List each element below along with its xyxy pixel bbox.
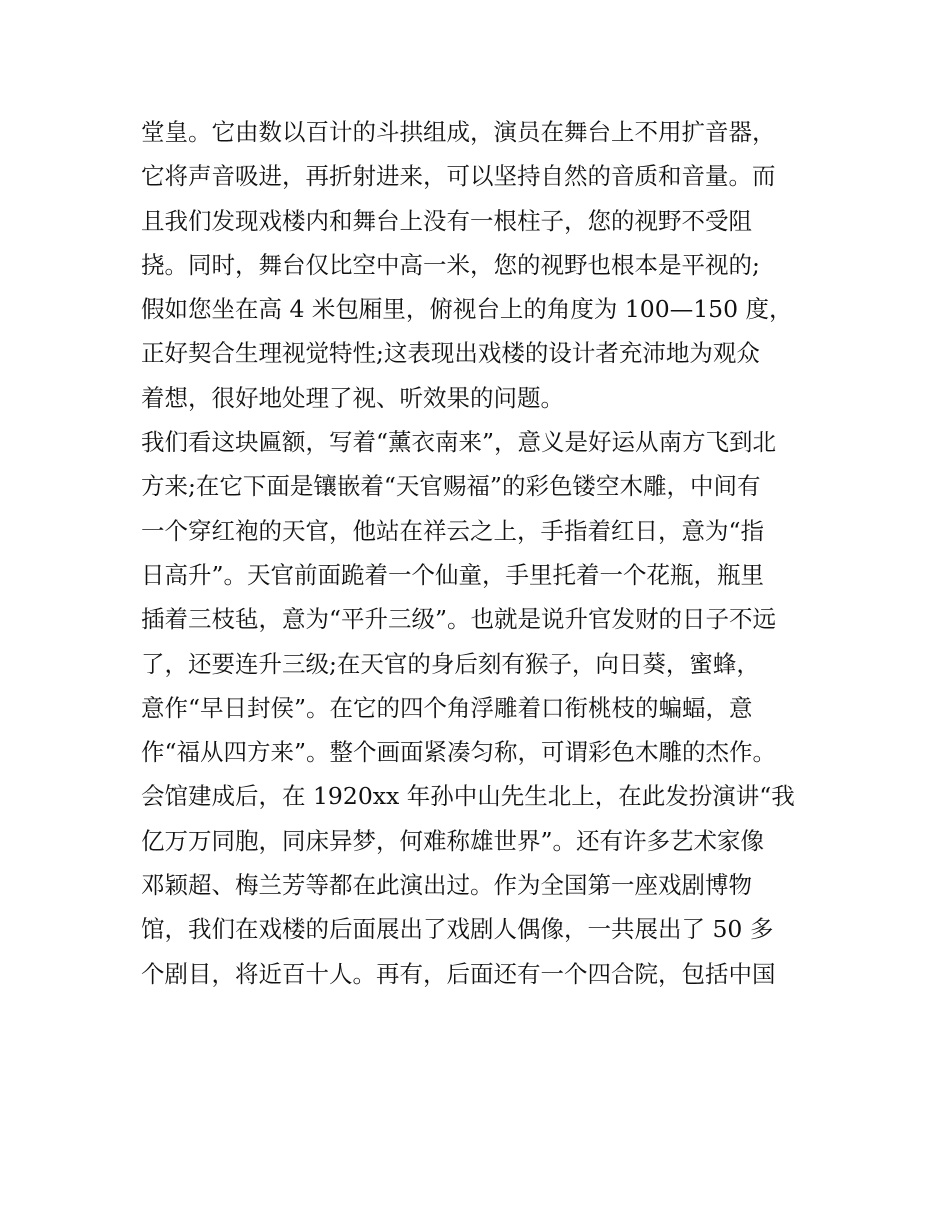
text-line: 一个穿红袍的天官，他站在祥云之上，手指着红日，意为“指: [141, 516, 765, 545]
text-line: 堂皇。它由数以百计的斗拱组成，演员在舞台上不用扩音器，: [141, 118, 776, 146]
text-line: 插着三枝毡，意为“平升三级”。也就是说升官发财的日子不远: [141, 605, 777, 634]
text-line: 它将声音吸进，再折射进来，可以坚持自然的音质和音量。而: [141, 162, 776, 191]
text-line: 且我们发现戏楼内和舞台上没有一根柱子，您的视野不受阻: [141, 206, 752, 235]
body-text: [141, 110, 821, 996]
text-line: 意作“早日封侯”。在它的四个角浮雕着口衔桃枝的蝙蝠，意: [141, 693, 753, 722]
text-line: 着想，很好地处理了视、听效果的问题。: [141, 383, 564, 412]
text-line: 正好契合生理视觉特性;这表现出戏楼的设计者充沛地为观众: [141, 339, 760, 368]
text-line: 作“福从四方来”。整个画面紧凑匀称，可谓彩色木雕的杰作。: [141, 738, 777, 767]
text-line: 亿万万同胞，同床异梦，何难称雄世界”。还有许多艺术家像: [141, 826, 765, 855]
text-line: 馆，我们在戏楼的后面展出了戏剧人偶像，一共展出了 50 多: [141, 915, 774, 944]
text-line: 邓颖超、梅兰芳等都在此演出过。作为全国第一座戏剧博物: [141, 871, 752, 900]
text-line: 了，还要连升三级;在天官的身后刻有猴子，向日葵，蜜蜂，: [141, 649, 760, 678]
text-line: 个剧目，将近百十人。再有，后面还有一个四合院，包括中国: [141, 959, 776, 988]
text-line: 方来;在它下面是镶嵌着“天官赐福”的彩色镂空木雕，中间有: [141, 472, 761, 501]
text-line: 我们看这块匾额，写着“薰衣南来”，意义是好运从南方飞到北: [141, 428, 777, 457]
text-line: 会馆建成后，在 1920xx 年孙中山先生北上，在此发扮演讲“我: [141, 782, 795, 811]
text-line: 假如您坐在高 4 米包厢里，俯视台上的角度为 100—150 度，: [141, 295, 793, 324]
text-line: 日高升”。天官前面跪着一个仙童，手里托着一个花瓶，瓶里: [141, 560, 765, 589]
text-line: 挠。同时，舞台仅比空中高一米，您的视野也根本是平视的;: [141, 250, 760, 279]
